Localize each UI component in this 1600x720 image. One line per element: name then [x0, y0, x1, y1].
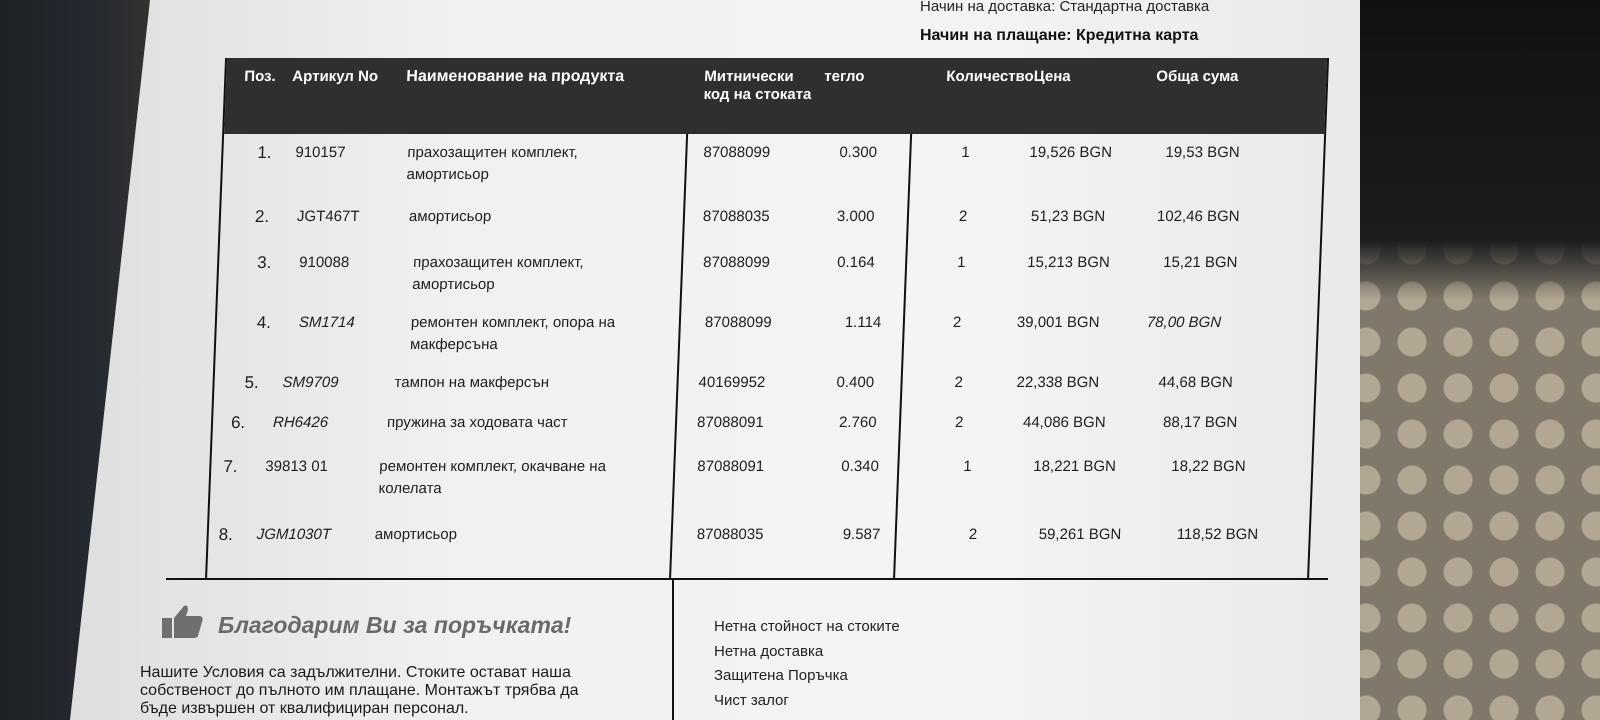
table-row: [220, 206, 1322, 252]
row-pos: 6.: [230, 413, 246, 432]
col-name: Наименование на продукта: [406, 68, 625, 85]
row-total: 19,53 BGN: [1165, 144, 1240, 161]
col-weight: тегло: [824, 68, 865, 85]
row-total: 78,00 BGN: [1146, 314, 1222, 331]
row-qty: 2: [952, 314, 962, 331]
row-price: 18,221 BGN: [1033, 458, 1117, 475]
payment-label: Начин на плащане:: [920, 27, 1072, 44]
row-price: 15,213 BGN: [1026, 254, 1111, 271]
table-row: [213, 372, 1315, 416]
col-qty-price: КоличествоЦена: [946, 68, 1071, 85]
row-pos: 7.: [222, 457, 238, 476]
row-qty: 1: [956, 254, 966, 271]
payment-value: Кредитна карта: [1075, 27, 1199, 44]
row-name: амортисьор: [374, 526, 458, 543]
row-total: 88,17 BGN: [1162, 414, 1238, 431]
thumbs-up-icon: [160, 604, 204, 640]
row-article: SM1714: [298, 314, 356, 331]
row-customs: 87088091: [696, 414, 765, 431]
terms-text: Нашите Условия са задължителни. Стоките остават наша собственост до пълното им плащане. Монтажът трябва да бъде извършен от квалифициран персонал.: [140, 664, 579, 717]
row-customs: 40169952: [698, 374, 766, 391]
delivery-method: Начин на доставка: Стандартна доставка: [920, 0, 1210, 15]
row-weight: 9.587: [842, 526, 881, 543]
footer-divider-horizontal: [166, 578, 1328, 580]
row-customs: 87088035: [702, 208, 771, 225]
col-total: Обща сума: [1156, 68, 1239, 85]
row-customs: 87088035: [696, 526, 764, 543]
row-price: 19,526 BGN: [1029, 144, 1113, 161]
col-customs: Митнически код на стоката: [703, 68, 812, 103]
totals-list: [714, 618, 900, 716]
table-row: [222, 142, 1324, 202]
row-price: 51,23 BGN: [1030, 208, 1106, 225]
row-qty: 2: [958, 208, 968, 225]
row-name: ремонтен комплект, опора на макферсъна: [409, 314, 616, 353]
row-total: 102,46 BGN: [1156, 208, 1240, 225]
row-article: JGT467T: [296, 208, 360, 225]
row-pos: 8.: [218, 525, 234, 544]
row-pos: 1.: [257, 143, 272, 162]
row-total: 118,52 BGN: [1176, 526, 1259, 543]
row-pos: 2.: [254, 207, 270, 226]
total-protected-order: Защитена Поръчка: [714, 667, 848, 684]
total-clean-deposit: Чист залог: [714, 691, 789, 709]
row-weight: 3.000: [836, 208, 875, 225]
row-total: 44,68 BGN: [1158, 374, 1234, 391]
row-weight: 1.114: [844, 314, 882, 331]
table-row: [215, 312, 1317, 372]
row-qty: 2: [968, 526, 978, 543]
row-article: SM9709: [282, 374, 339, 391]
row-article: 910157: [295, 144, 346, 161]
row-total: 18,22 BGN: [1171, 458, 1246, 475]
total-net-goods: Нетна стойност на стоките: [714, 618, 900, 635]
row-pos: 3.: [256, 253, 272, 272]
row-qty: 2: [954, 374, 964, 391]
row-weight: 0.300: [839, 144, 878, 161]
table-row: [212, 412, 1314, 456]
row-weight: 0.164: [836, 254, 876, 271]
row-price: 39,001 BGN: [1016, 314, 1100, 331]
payment-method: [920, 27, 1198, 45]
row-qty: 1: [963, 458, 973, 475]
invoice-table: [205, 58, 1329, 580]
row-pos: 4.: [256, 313, 272, 332]
row-qty: 2: [954, 414, 964, 431]
row-weight: 0.400: [836, 374, 875, 391]
row-customs: 87088099: [704, 314, 772, 331]
row-name: пружина за ходовата част: [386, 414, 568, 431]
total-net-delivery: Нетна доставка: [714, 642, 824, 660]
footer-divider-vertical: [672, 578, 674, 720]
row-article: 910088: [298, 254, 350, 271]
table-header: [224, 58, 1327, 134]
thanks-message: Благодарим Ви за поръчката!: [218, 612, 572, 638]
row-name: прахозащитен комплект, амортисьор: [412, 254, 584, 293]
row-price: 22,338 BGN: [1016, 374, 1100, 391]
row-customs: 87088099: [702, 254, 771, 271]
row-name: тампон на макферсън: [394, 374, 550, 391]
table-row: [209, 456, 1311, 516]
row-pos: 5.: [244, 373, 260, 392]
row-article: JGM1030T: [256, 526, 332, 543]
row-customs: 87088099: [703, 144, 771, 161]
row-article: 39813 01: [265, 458, 329, 475]
col-article: Артикул No: [292, 68, 379, 85]
row-weight: 2.760: [838, 414, 877, 431]
row-article: RH6426: [272, 414, 329, 431]
col-pos: Поз.: [244, 68, 277, 85]
row-customs: 87088091: [697, 458, 765, 475]
table-row: [207, 524, 1309, 568]
row-total: 15,21 BGN: [1162, 254, 1238, 271]
row-name: прахозащитен комплект, амортисьор: [406, 144, 579, 183]
row-name: ремонтен комплект, окачване на колелата: [378, 458, 607, 497]
row-name: амортисьор: [408, 208, 492, 225]
row-qty: 1: [961, 144, 971, 161]
row-price: 44,086 BGN: [1022, 414, 1106, 431]
table-row: [217, 252, 1319, 312]
row-price: 59,261 BGN: [1038, 526, 1122, 543]
row-weight: 0.340: [841, 458, 880, 475]
